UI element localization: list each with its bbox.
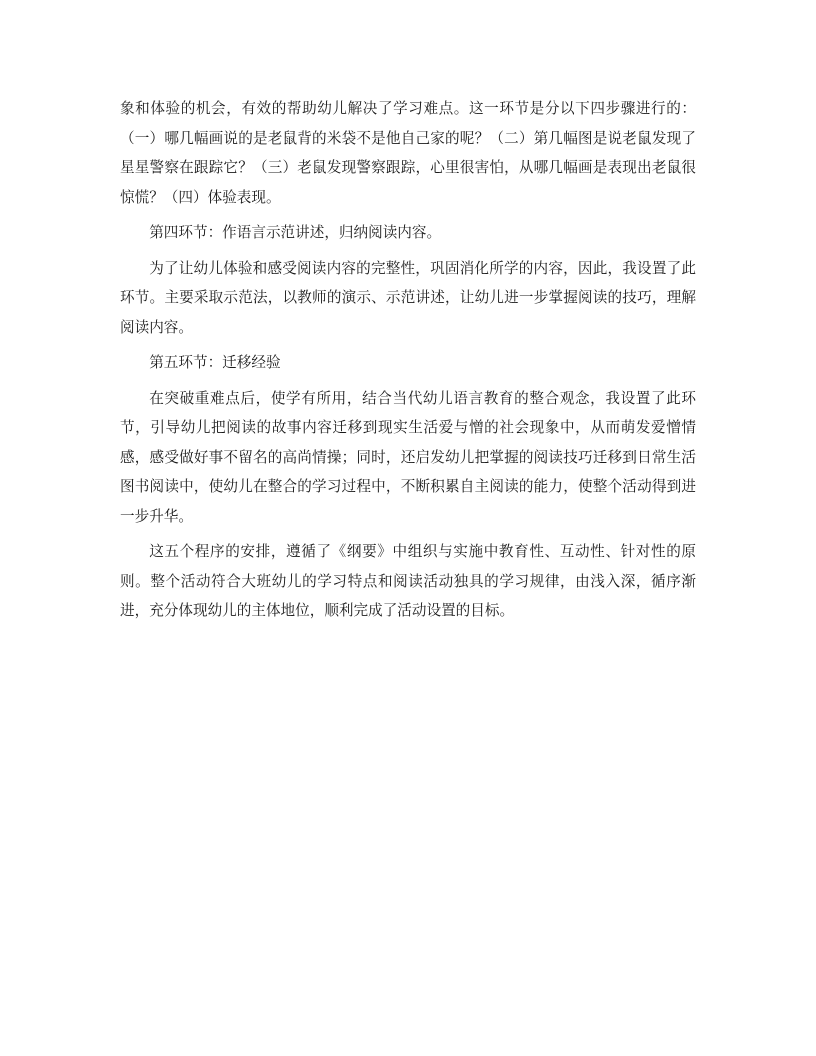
paragraph-continuation: 象和体验的机会，有效的帮助幼儿解决了学习难点。这一环节是分以下四步骤进行的：（一）哪几幅画说的是老鼠背的米袋不是他自己家的呢？（二）第几幅图是说老鼠发现了星星警察在跟踪它？（三）老鼠发现警察跟踪，心里很害怕，从哪几幅画是表现出老鼠很惊慌？（四）体验表现。 xyxy=(120,100,696,206)
paragraph-summary: 这五个程序的安排，遵循了《纲要》中组织与实施中教育性、互动性、针对性的原则。整个活动符合大班幼儿的学习特点和阅读活动独具的学习规律，由浅入深，循序渐进，充分体现幼儿的主体地位，顺利完成了活动设置的目标。 xyxy=(120,543,696,619)
paragraph-step-four-heading: 第四环节：作语言示范讲述，归纳阅读内容。 xyxy=(149,224,442,241)
paragraph-step-four-body: 为了让幼儿体验和感受阅读内容的完整性，巩固消化所学的内容，因此，我设置了此环节。主要采取示范法，以教师的演示、示范讲述，让幼儿进一步掌握阅读的技巧，理解阅读内容。 xyxy=(120,259,696,336)
document-body xyxy=(120,94,696,632)
paragraph-step-five-heading: 第五环节：迁移经验 xyxy=(149,354,281,371)
paragraph-step-five-body: 在突破重难点后，使学有所用，结合当代幼儿语言教育的整合观念，我设置了此环节，引导幼儿把阅读的故事内容迁移到现实生活爱与憎的社会现象中，从而萌发爱憎情感，感受做好事不留名的高尚情操；同时，还启发幼儿把掌握的阅读技巧迁移到日常生活图书阅读中，使幼儿在整合的学习过程中，不断积累自主阅读的能力，使整个活动得到进一步升华。 xyxy=(120,389,696,525)
